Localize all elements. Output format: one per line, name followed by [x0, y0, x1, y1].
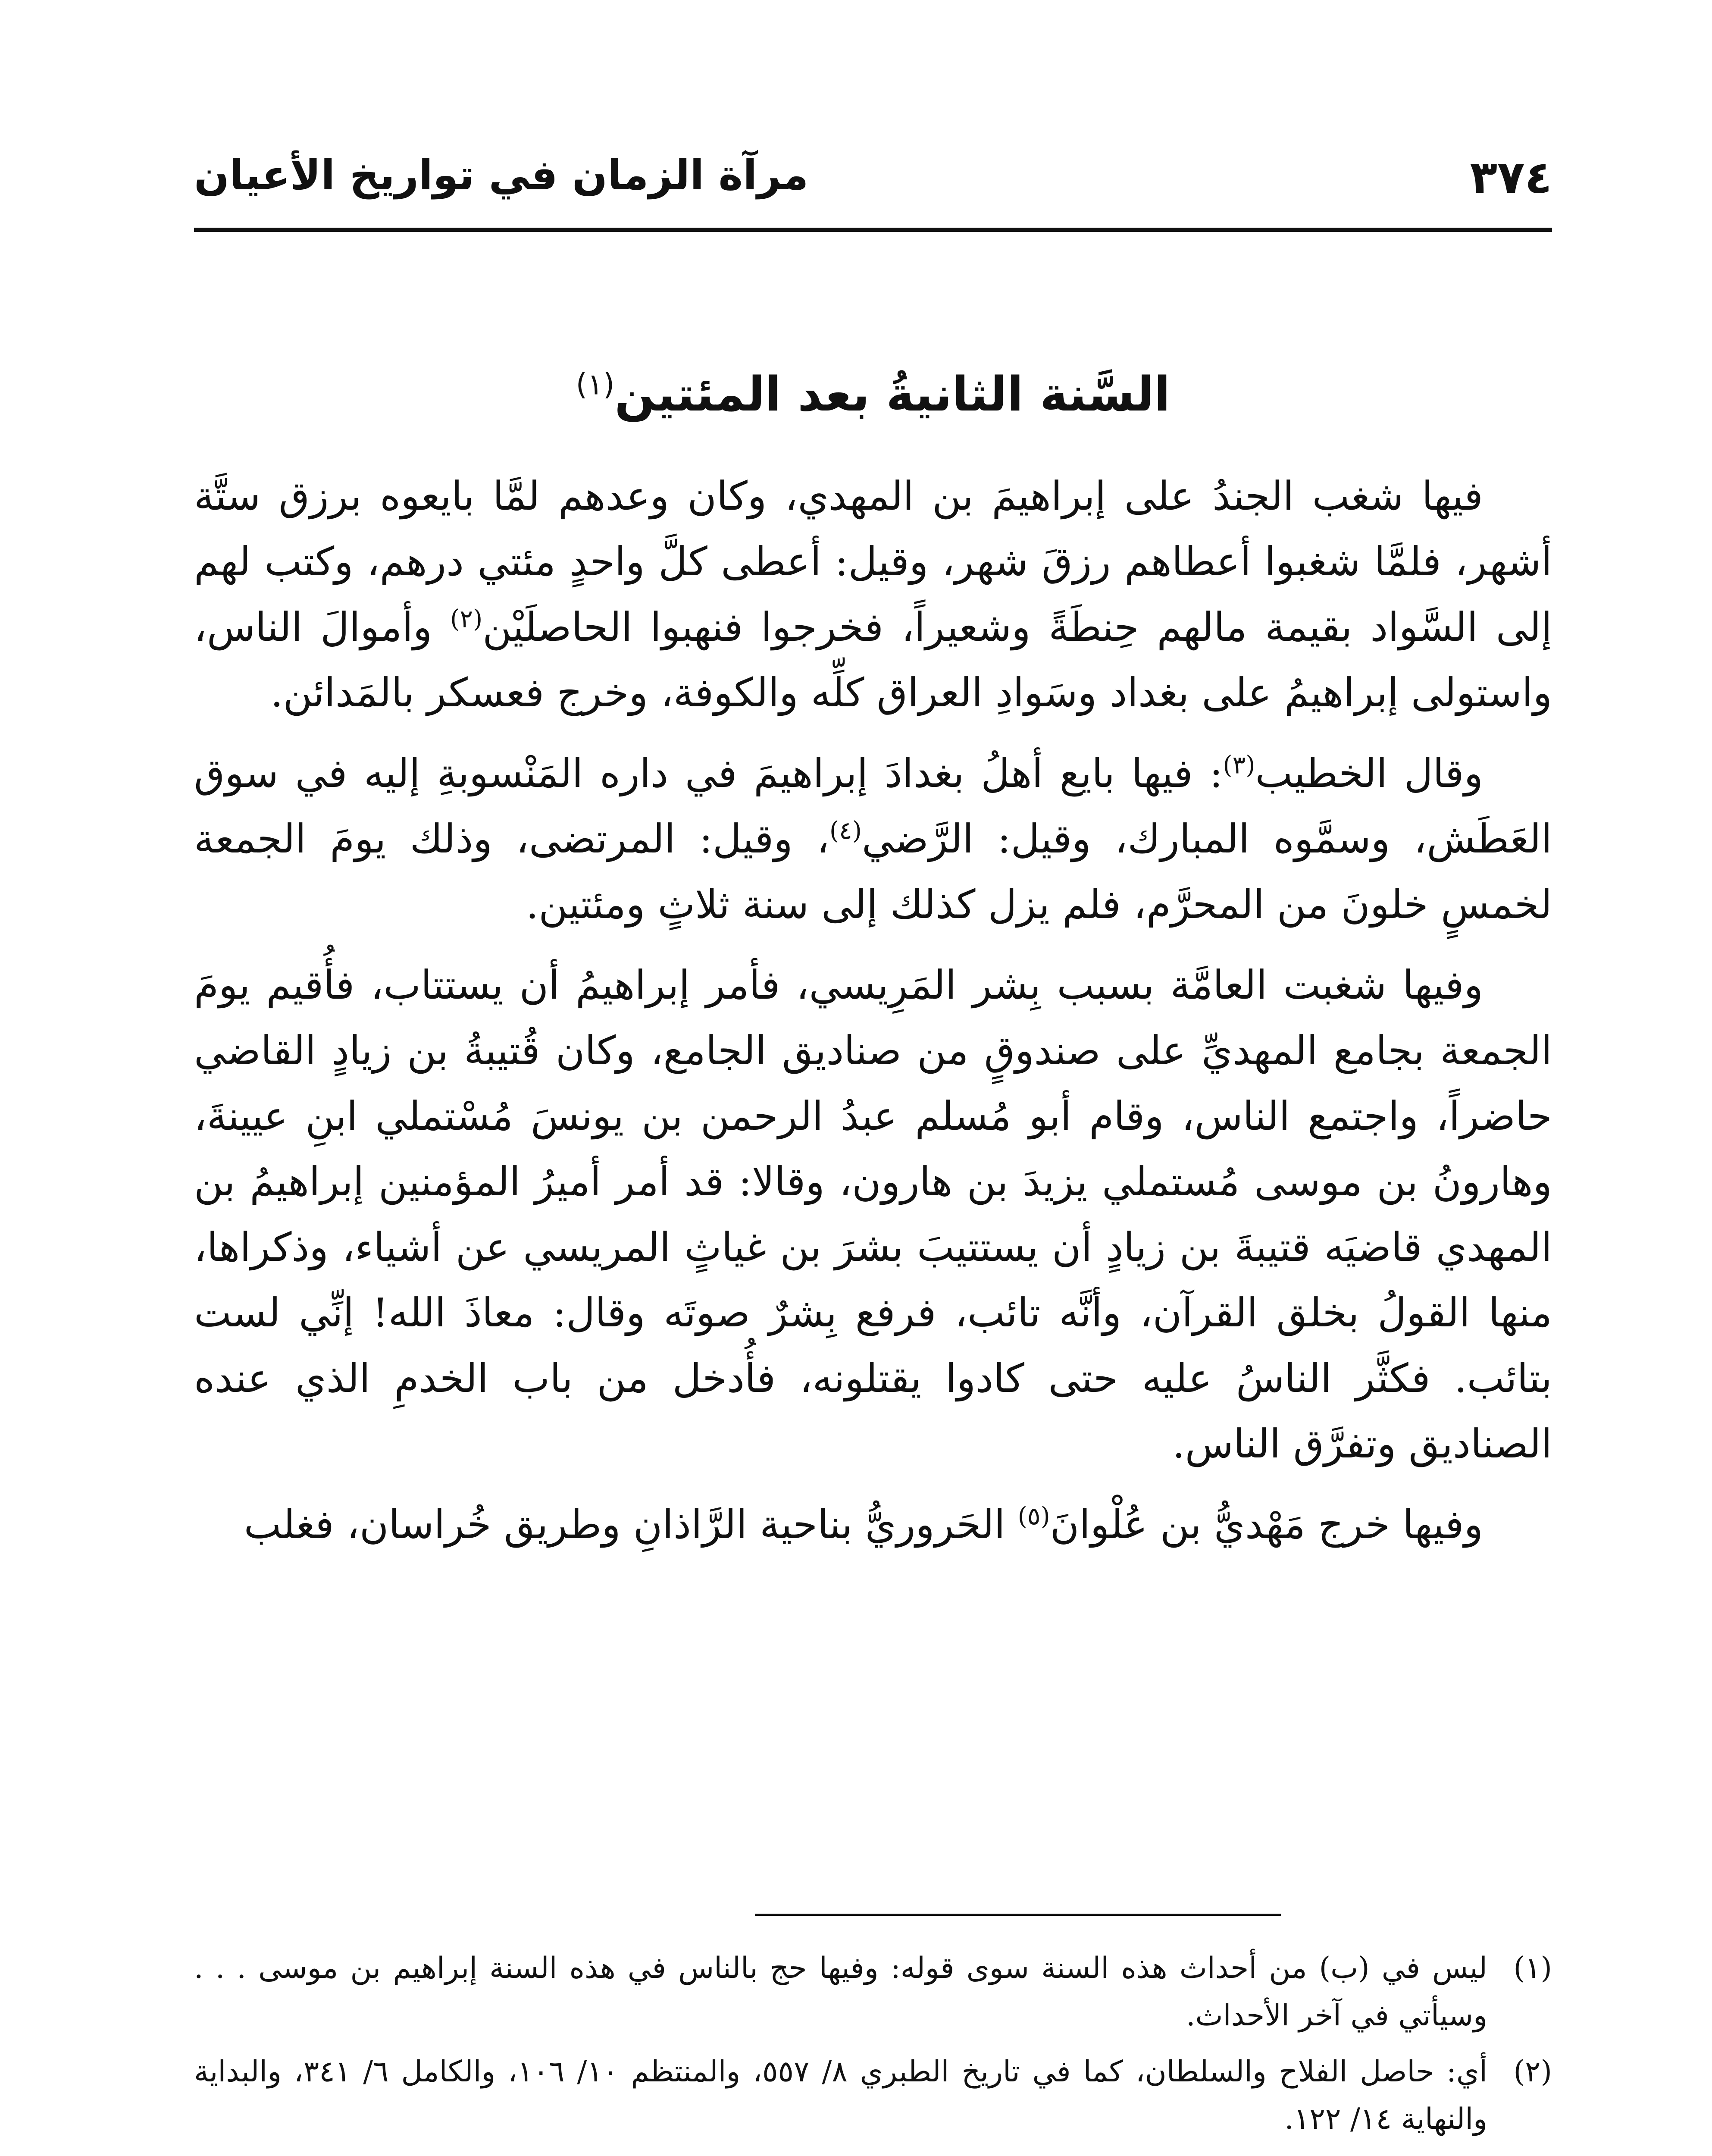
paragraph-1-text: فيها شغب الجندُ على إبراهيمَ بن المهدي، وكان وعدهم لمَّا بايعوه برزق ستَّة أشهر، فلمَّا شغبوا أعطاهم رزقَ شهر، وقيل: أعطى كلَّ واحدٍ مئتي درهم، وكتب لهم إلى السَّواد بقيمة مالهم حِنطَةً وشعيراً، فخرجوا فنهبوا الحاصلَيْن: [194, 473, 1552, 650]
footnote-ref-3: (٣): [1223, 751, 1255, 780]
running-head: [194, 142, 1552, 229]
paragraph-3: [194, 953, 1552, 1477]
book-title: مرآة الزمان في تواريخ الأعيان: [194, 151, 809, 199]
footnote-text: أي: حاصل الفلاح والسلطان، كما في تاريخ الطبري ٨/ ٥٥٧، والمنتظم ١٠/ ١٠٦، والكامل ٦/ ٣٤١، والبداية والنهاية ١٤/ ١٢٢.: [194, 2055, 1487, 2136]
section-title-text: السَّنة الثانيةُ بعد المئتين: [614, 367, 1171, 422]
paragraph-4: [194, 1492, 1552, 1557]
paragraph-2: [194, 741, 1552, 937]
paragraph-2-lead: وقال الخطيب: [1255, 750, 1483, 796]
paragraph-4-tail: الحَروريُّ بناحية الرَّاذانِ وطريق خُراسان، فغلب: [244, 1501, 1018, 1548]
footnote-ref-2: (٢): [450, 605, 483, 633]
paragraph-2-tail: ، وقيل: المرتضى، وذلك يومَ الجمعة لخمسٍ خلونَ من المحرَّم، فلم يزل كذلك إلى سنة ثلاثٍ ومئتين.: [194, 816, 1552, 928]
section-title: [194, 367, 1552, 422]
paragraph-4-lead: وفيها خرج مَهْديُّ بن عُلْوانَ: [1050, 1501, 1483, 1548]
footnote-3: [194, 2152, 1552, 2156]
page-number: ٣٧٤: [1470, 151, 1552, 204]
header-rule: [194, 228, 1552, 232]
footnote-ref-1: (١): [576, 367, 615, 402]
footnote-ref-4: (٤): [829, 816, 862, 845]
paragraph-3-text: وفيها شغبت العامَّة بسبب بِشر المَرِيسي، فأمر إبراهيمُ أن يستتاب، فأُقيم يومَ الجمعة بجامع المهديِّ على صندوقٍ من صناديق الجامع، وكان قُتيبةُ بن زيادٍ القاضي حاضراً، واجتمع الناس، وقام أبو مُسلم عبدُ الرحمن بن يونسَ مُسْتملي ابنِ عيينةَ، وهارونُ بن موسى مُستملي يزيدَ بن هارون، وقالا: قد أمر أميرُ المؤمنين إبراهيمُ بن المهدي قاضيَه قتيبةَ بن زيادٍ أن يستتيبَ بشرَ بن غياثٍ المريسي عن أشياء، وذكراها، منها القولُ بخلق القرآن، وأنَّه تائب، فرفع بِشرٌ صوتَه وقال: معاذَ الله! إنِّي لست بتائب. فكثَّر الناسُ عليه حتى كادوا يقتلونه، فأُدخل من باب الخدمِ الذي عنده الصناديق وتفرَّق الناس.: [194, 962, 1552, 1467]
footnote-number: [1492, 2152, 1552, 2156]
footnote-2: [194, 2048, 1552, 2143]
footnote-text: ليس في (ب) من أحداث هذه السنة سوى قوله: وفيها حج بالناس في هذه السنة إبراهيم بن موسى . . . وسيأتي في آخر الأحداث.: [194, 1951, 1487, 2033]
footnote-number: (٢): [1513, 2055, 1552, 2089]
footnote-number: (١): [1513, 1951, 1552, 1985]
footnote-1: [194, 1945, 1552, 2040]
body-text: [194, 464, 1552, 1573]
footnotes: [194, 1945, 1552, 2156]
footnote-ref-5: (٥): [1017, 1502, 1050, 1531]
paragraph-2-mid: : فيها بايع أهلُ بغدادَ إبراهيمَ في داره المَنْسوبةِ إليه في سوق العَطَش، وسمَّوه المبارك، وقيل: الرَّضي: [194, 750, 1552, 862]
paragraph-1: [194, 464, 1552, 726]
footnotes-rule: [755, 1914, 1281, 1916]
paragraph-1-tail: وأموالَ الناس، واستولى إبراهيمُ على بغداد وسَوادِ العراق كلِّه والكوفة، وخرج فعسكر بالمَدائن.: [194, 604, 1552, 716]
